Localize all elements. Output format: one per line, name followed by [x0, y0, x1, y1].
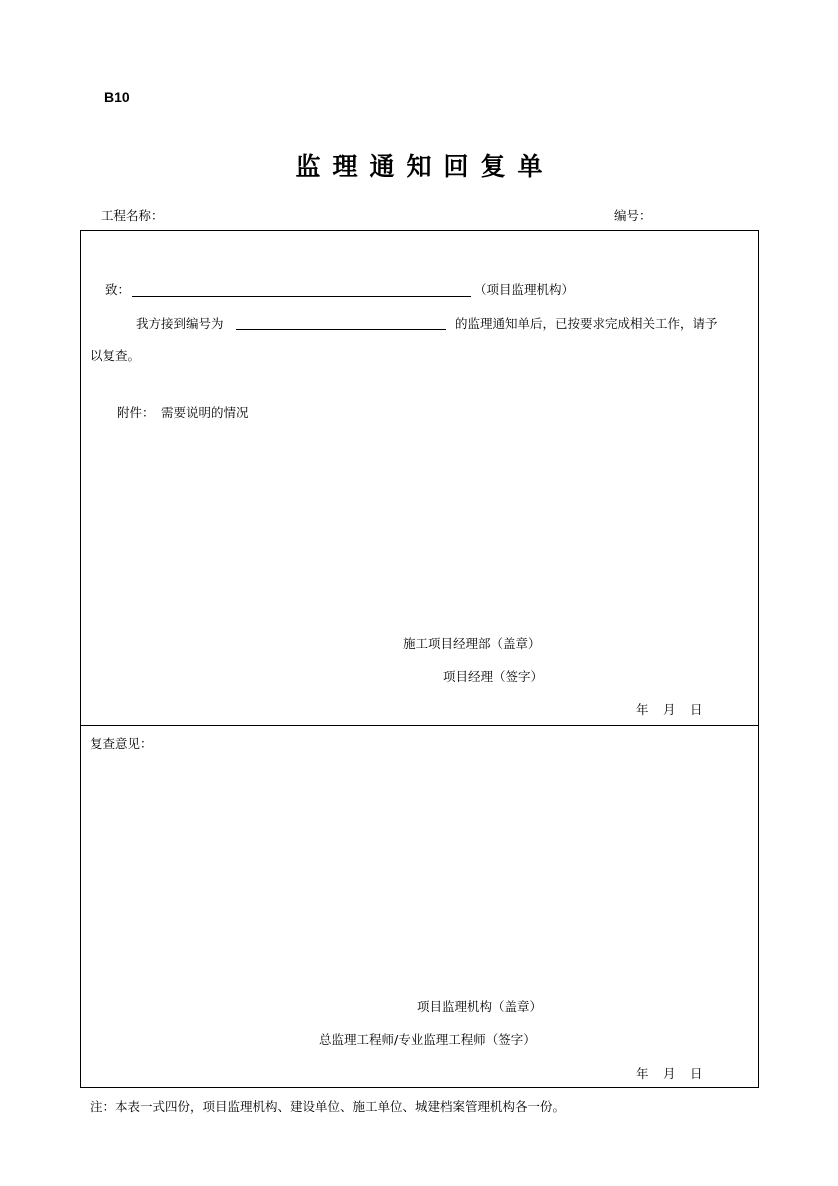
- reply-date-year: 年: [636, 702, 649, 717]
- attachment-label: 附件：: [117, 405, 155, 420]
- form-code: B10: [104, 89, 130, 105]
- recipient-field[interactable]: [132, 296, 471, 297]
- section-divider: [80, 725, 759, 726]
- project-name-label: 工程名称：: [101, 208, 164, 223]
- body-line2: 以复查。: [90, 348, 141, 363]
- reply-date-month: 月: [663, 702, 676, 717]
- footer-note: 注：本表一式四份，项目监理机构、建设单位、施工单位、城建档案管理机构各一份。: [90, 1099, 566, 1114]
- body-prefix: 我方接到编号为: [136, 316, 224, 331]
- body-suffix: 的监理通知单后，已按要求完成相关工作，请予: [455, 316, 718, 331]
- to-label: 致：: [105, 282, 131, 297]
- form-table: [80, 230, 759, 1088]
- reply-date-day: 日: [690, 702, 703, 717]
- contractor-seal-label: 施工项目经理部（盖章）: [403, 636, 541, 651]
- review-date-month: 月: [663, 1066, 676, 1081]
- review-date-year: 年: [636, 1066, 649, 1081]
- review-opinion-label: 复查意见：: [90, 736, 153, 751]
- page-title: 监理通知回复单: [295, 152, 555, 181]
- supervisor-seal-label: 项目监理机构（盖章）: [417, 999, 543, 1014]
- project-manager-sign-label: 项目经理（签字）: [443, 669, 544, 684]
- review-date-day: 日: [690, 1066, 703, 1081]
- attachment-text: 需要说明的情况: [161, 405, 249, 420]
- number-label: 编号：: [614, 208, 652, 223]
- to-suffix: （项目监理机构）: [474, 282, 575, 297]
- notice-number-field[interactable]: [236, 329, 446, 330]
- chief-engineer-sign-label: 总监理工程师/专业监理工程师（签字）: [319, 1032, 536, 1047]
